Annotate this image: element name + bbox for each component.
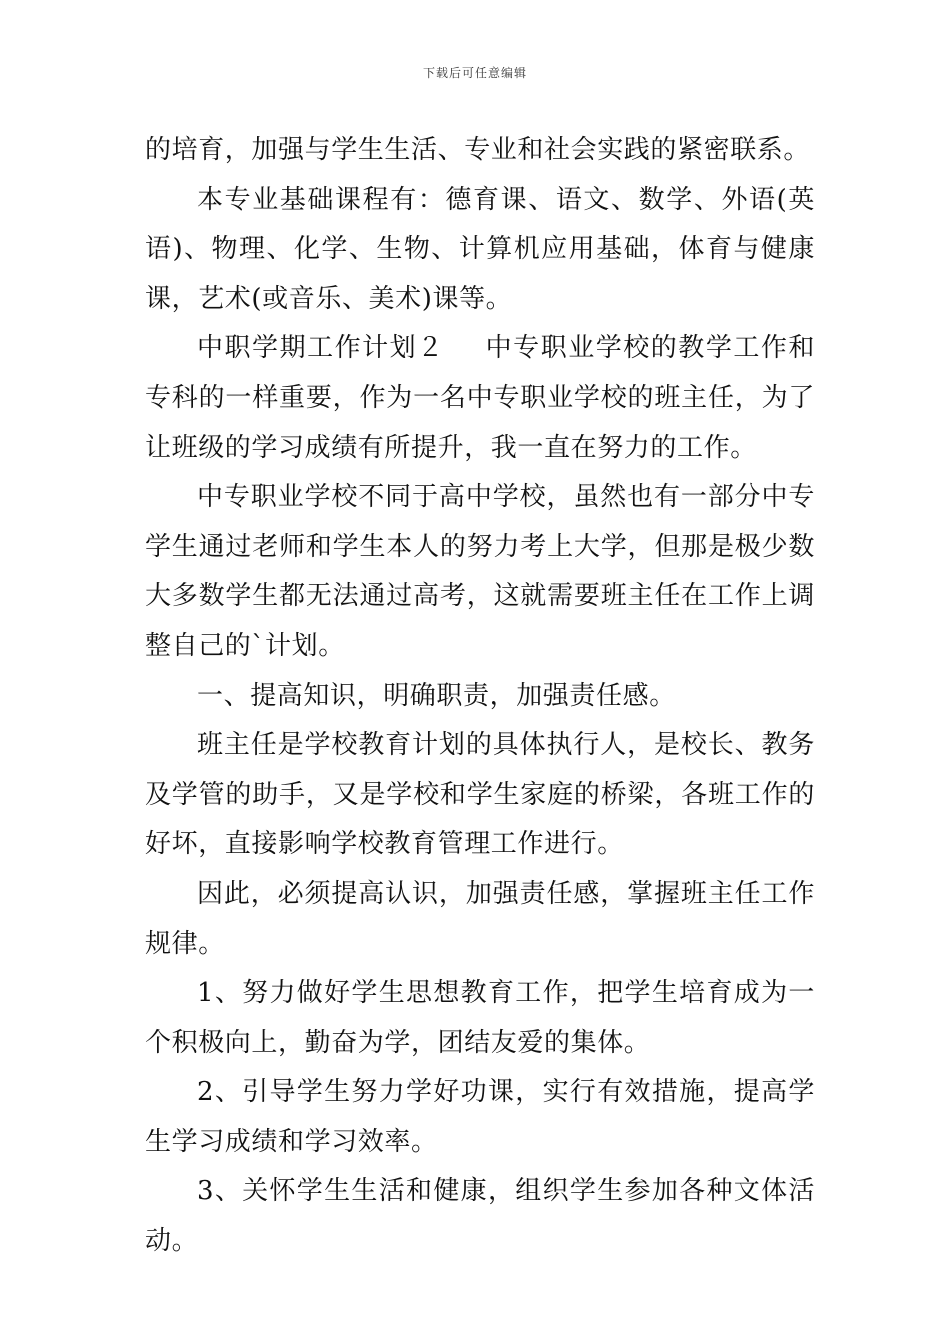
paragraph-1: 的培育，加强与学生生活、专业和社会实践的紧密联系。 (145, 135, 811, 165)
section-title: 中职学期工作计划２ (197, 333, 445, 364)
paragraph-6: 班主任是学校教育计划的具体执行人，是校长、教务及学管的助手，又是学校和学生家庭的桥梁，各班工作的好坏，直接影响学校教育管理工作进行。 (145, 730, 815, 860)
paragraph-4: 中专职业学校不同于高中学校，虽然也有一部分中专学生通过老师和学生本人的努力考上大学，但那是极少数大多数学生都无法通过高考，这就需要班主任在工作上调整自己的`计划。 (145, 482, 815, 661)
document-body (145, 126, 815, 1267)
paragraph-2: 本专业基础课程有：德育课、语文、数学、外语(英语)、物理、化学、生物、计算机应用基础，体育与健康课，艺术(或音乐、美术)课等。 (145, 184, 815, 314)
paragraph-7: 因此，必须提高认识，加强责任感，掌握班主任工作规律。 (145, 878, 815, 959)
paragraph-5: 一、提高知识，明确职责，加强责任感。 (197, 680, 676, 711)
page-header: 下载后可任意编辑 (422, 66, 527, 80)
paragraph-10: 3、关怀学生生活和健康，组织学生参加各种文体活动。 (145, 1176, 815, 1257)
paragraph-3 (145, 324, 815, 473)
paragraph-9: 2、引导学生努力学好功课，实行有效措施，提高学生学习成绩和学习效率。 (145, 1077, 815, 1157)
paragraph-8: 1、努力做好学生思想教育工作，把学生培育成为一个积极向上，勤奋为学，团结友爱的集体。 (145, 978, 815, 1058)
paragraph-3-text: 中专职业学校的教学工作和专科的一样重要，作为一名中专职业学校的班主任，为了让班级的学习成绩有所提升，我一直在努力的工作。 (145, 333, 815, 463)
